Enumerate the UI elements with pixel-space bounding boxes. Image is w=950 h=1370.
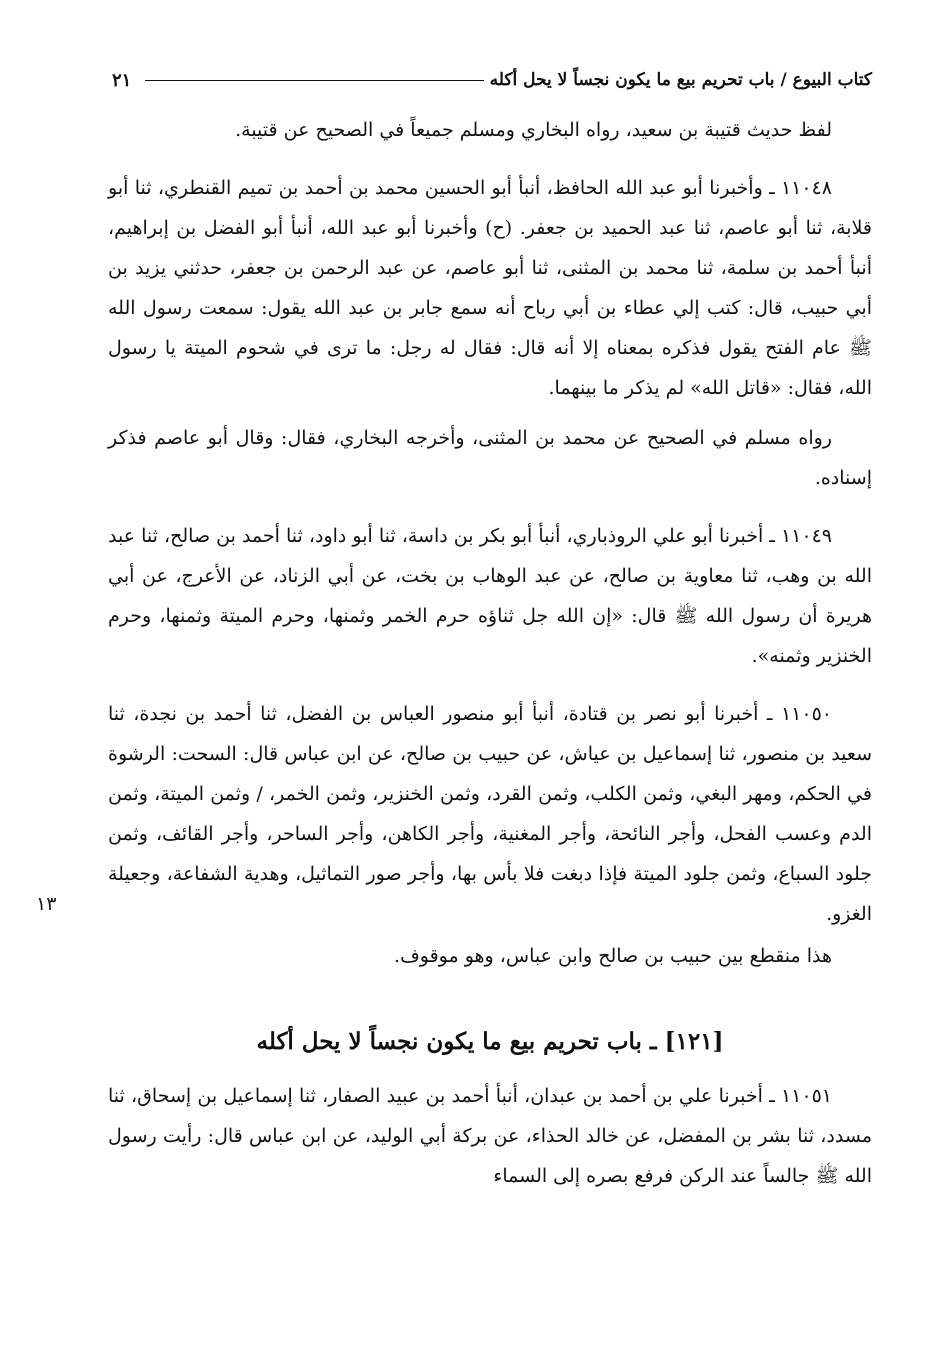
page-number: ٢١ [112, 69, 132, 91]
book-page [108, 60, 872, 1196]
running-header-title: كتاب البيوع / باب تحريم بيع ما يكون نجساً لا يحل أكله [489, 70, 872, 90]
hadith-11049: ١١٠٤٩ ـ أخبرنا أبو علي الروذباري، أنبأ أبو بكر بن داسة، ثنا أبو داود، ثنا أحمد بن صالح، ثنا عبد الله بن وهب، ثنا معاوية بن صالح، عن عبد الوهاب بن بخت، عن أبي الزناد، عن الأعرج، عن أبي هريرة أن رسول الله ﷺ قال: «إن الله جل ثناؤه حرم الخمر وثمنها، وحرم الميتة وثمنها، وحرم الخنزير وثمنه». [108, 525, 872, 667]
paragraph-intro: لفظ حديث قتيبة بن سعيد، رواه البخاري ومسلم جميعاً في الصحيح عن قتيبة. [235, 119, 832, 141]
margin-page-marker: ١٣ [36, 893, 57, 915]
hadith-11050: ١١٠٥٠ ـ أخبرنا أبو نصر بن قتادة، أنبأ أبو منصور العباس بن الفضل، ثنا أحمد بن نجدة، ثنا سعيد بن منصور، ثنا إسماعيل بن عياش، عن حبيب بن صالح، عن ابن عباس قال: السحت: الرشوة في الحكم، ومهر البغي، وثمن الكلب، وثمن القرد، وثمن الخنزير، وثمن الخمر، / وثمن الميتة، وثمن الدم وعسب الفحل، وأجر النائحة، وأجر المغنية، وأجر الكاهن، وأجر الساحر، وأجر القائف، وثمن جلود السباع، وثمن جلود الميتة فإذا دبغت فلا بأس بها، وأجر صور التماثيل، وهدية الشفاعة، وجعيلة الغزو. [108, 703, 872, 925]
hadith-11051: ١١٠٥١ ـ أخبرنا علي بن أحمد بن عبدان، أنبأ أحمد بن عبيد الصفار، ثنا إسماعيل بن إسحاق، ثنا مسدد، ثنا بشر بن المفضل، عن خالد الحذاء، عن بركة أبي الوليد، عن ابن عباس قال: رأيت رسول الله ﷺ جالساً عند الركن فرفع بصره إلى السماء [108, 1085, 872, 1187]
running-header [108, 60, 872, 100]
hadith-11050-note: هذا منقطع بين حبيب بن صالح وابن عباس، وهو موقوف. [394, 945, 832, 967]
header-rule [145, 80, 483, 81]
hadith-11048-note: رواه مسلم في الصحيح عن محمد بن المثنى، وأخرجه البخاري، فقال: وقال أبو عاصم فذكر إسناده. [108, 427, 872, 489]
hadith-11048: ١١٠٤٨ ـ وأخبرنا أبو عبد الله الحافظ، أنبأ أبو الحسين محمد بن أحمد بن تميم القنطري، ثنا أبو قلابة، ثنا أبو عاصم، ثنا عبد الحميد بن جعفر. (ح) وأخبرنا أبو عبد الله، أنبأ أبو الفضل بن إبراهيم، أنبأ أحمد بن سلمة، ثنا محمد بن المثنى، ثنا أبو عاصم، عن عبد الرحمن بن جعفر، حدثني يزيد بن أبي حبيب، قال: كتب إلي عطاء بن أبي رباح أنه سمع جابر بن عبد الله يقول: سمعت رسول الله ﷺ عام الفتح يقول فذكره بمعناه إلا أنه قال: فقال له رجل: ما ترى في شحوم الميتة يا رسول الله، فقال: «قاتل الله» لم يذكر ما بينهما. [108, 177, 872, 399]
chapter-heading: [١٢١] ـ باب تحريم بيع ما يكون نجساً لا يحل أكله [256, 1028, 724, 1055]
